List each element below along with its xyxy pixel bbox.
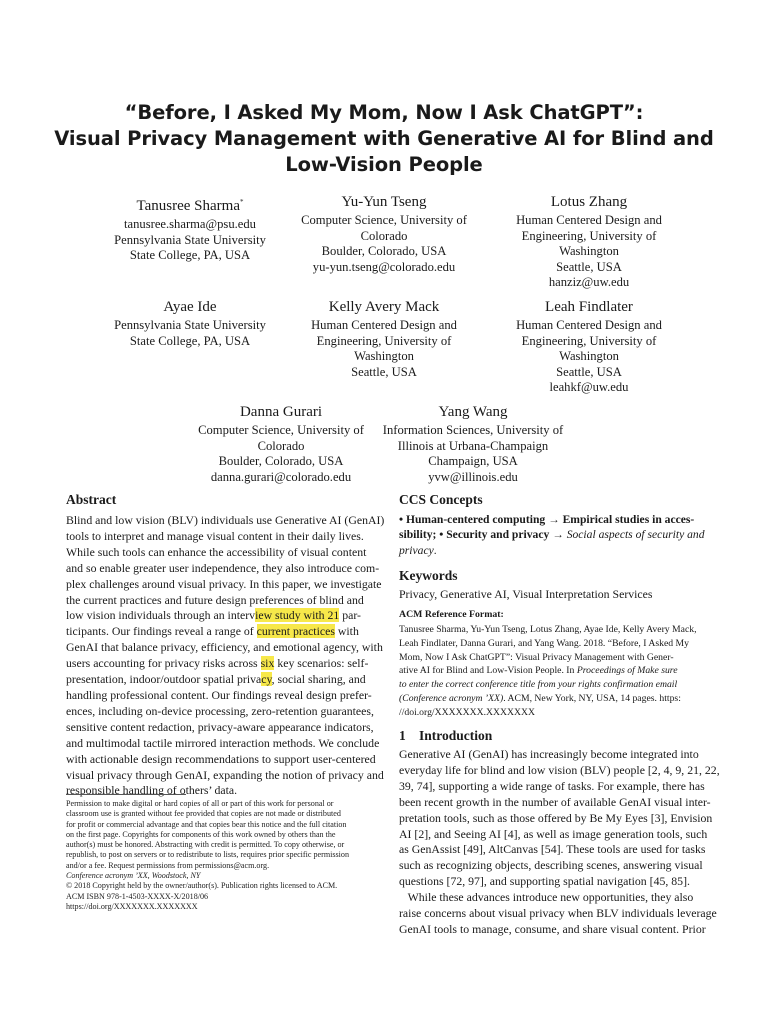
reference-doi[interactable]: //doi.org/XXXXXXX.XXXXXXX bbox=[399, 706, 535, 718]
footnote-line: on the first page. Copyrights for components of this work owned by others than the bbox=[66, 829, 336, 839]
reference-text: (Conference acronym ’XX) bbox=[399, 692, 504, 704]
intro-line: 39, 74], supporting a wide range of tasks. For example, there has bbox=[399, 778, 705, 793]
copyright-footnote bbox=[66, 799, 370, 912]
abstract-heading: Abstract bbox=[66, 492, 117, 507]
intro-line: as GenAssist [49], AltCanvas [54]. These tools are used for tasks bbox=[399, 842, 706, 857]
abstract-text: presentation, indoor/outdoor spatial priva bbox=[66, 672, 262, 687]
reference-format-body bbox=[399, 623, 703, 720]
ccs-text: Social aspects of security and bbox=[566, 528, 705, 542]
abstract-line: sensitive content redaction, privacy-aware appearance indicators, bbox=[66, 719, 374, 734]
abstract-text: low vision individuals through an interv bbox=[66, 608, 256, 623]
title-line-1: “Before, I Asked My Mom, Now I Ask ChatGPT”: bbox=[124, 101, 644, 124]
author-affiliation: Engineering, University of bbox=[521, 228, 657, 243]
title-line-2: Visual Privacy Management with Generative AI for Blind and bbox=[54, 127, 714, 150]
abstract-text: key scenarios: self- bbox=[274, 656, 369, 671]
abstract-line: tools to interpret and manage visual content in their daily lives. bbox=[66, 528, 364, 543]
author-name: Yu-Yun Tseng bbox=[341, 194, 427, 210]
intro-line: AI [2], and Seeing AI [4], as well as image generation tools, such bbox=[399, 826, 708, 841]
abstract-line: Blind and low vision (BLV) individuals use Generative AI (GenAI) bbox=[66, 513, 385, 527]
author-block bbox=[269, 192, 499, 275]
footnote-line: Permission to make digital or hard copies of all or part of this work for personal or bbox=[66, 799, 334, 808]
abstract-line: visual privacy through GenAI, expanding the notion of privacy and bbox=[66, 767, 384, 782]
author-location: State College, PA, USA bbox=[129, 333, 251, 348]
author-block bbox=[474, 297, 704, 396]
abstract-line bbox=[66, 624, 370, 640]
author-location: Champaign, USA bbox=[428, 454, 518, 469]
ccs-text: sibility bbox=[399, 528, 433, 542]
ccs-body bbox=[399, 512, 703, 558]
keywords-heading: Keywords bbox=[399, 568, 458, 583]
author-location: Seattle, USA bbox=[351, 364, 417, 379]
author-affiliation: Engineering, University of bbox=[521, 333, 657, 348]
author-affiliation: Illinois at Urbana-Champaign bbox=[397, 438, 549, 453]
author-affiliation: Computer Science, University of bbox=[198, 423, 364, 437]
reference-text: . ACM, New York, NY, USA, 14 pages. https: bbox=[503, 692, 681, 704]
highlight-mark: current practices bbox=[256, 624, 335, 639]
author-email: leahkf@uw.edu bbox=[549, 380, 629, 395]
ccs-text: . bbox=[433, 543, 437, 557]
reference-line bbox=[399, 692, 703, 706]
author-email: hanziz@uw.edu bbox=[548, 275, 630, 290]
author-block bbox=[474, 192, 704, 291]
author-email: yvw@illinois.edu bbox=[428, 469, 518, 484]
author-affiliation: Colorado bbox=[257, 438, 305, 453]
author-location: State College, PA, USA bbox=[129, 248, 251, 263]
abstract-text: , social sharing, and bbox=[271, 672, 366, 687]
reference-text: ative AI for Blind and Low-Vision People. In bbox=[399, 665, 577, 677]
intro-line: GenAI tools to manage, consume, and share visual content. Prior bbox=[399, 921, 706, 936]
abstract-line: with actionable design recommendations to support user-centered bbox=[66, 751, 376, 766]
section-number: 1 bbox=[399, 728, 406, 743]
intro-line: While these advances introduce new opportunities, they also bbox=[399, 890, 694, 905]
footnote-conference: Conference acronym ’XX, Woodstock, NY bbox=[66, 871, 201, 881]
author-affiliation: Pennsylvania State University bbox=[114, 318, 266, 332]
abstract-line: responsible handling of others’ data. bbox=[66, 783, 238, 798]
ccs-text: → bbox=[549, 528, 567, 542]
abstract-text: par- bbox=[339, 608, 361, 623]
introduction-heading bbox=[399, 728, 492, 744]
abstract-line bbox=[66, 608, 370, 624]
abstract-line: GenAI that balance privacy, efficiency, and emotional agency, with bbox=[66, 640, 383, 655]
author-location: Seattle, USA bbox=[556, 259, 622, 274]
author-affiliation: Information Sciences, University of bbox=[382, 423, 564, 437]
author-name: Ayae Ide bbox=[163, 299, 217, 315]
author-block bbox=[358, 402, 588, 485]
highlight-mark: six bbox=[260, 656, 275, 671]
reference-line: Mom, Now I Ask ChatGPT”: Visual Privacy Management with Gener- bbox=[399, 651, 674, 663]
abstract-line: plex challenges around visual privacy. In this paper, we investigate bbox=[66, 576, 382, 591]
ccs-text: Security and privacy bbox=[446, 528, 550, 542]
ccs-line bbox=[399, 543, 703, 558]
author-affiliation: Human Centered Design and bbox=[516, 213, 662, 227]
abstract-line bbox=[66, 656, 370, 672]
highlight-mark: cy bbox=[261, 672, 272, 687]
abstract-line bbox=[66, 672, 370, 688]
abstract-line: and multimodal tactile mirrored interaction methods. We conclude bbox=[66, 735, 380, 750]
author-name: Kelly Avery Mack bbox=[328, 299, 440, 315]
footnote-line: author(s) must be honored. Abstracting with credit is permitted. To copy otherwise, or bbox=[66, 840, 345, 850]
author-name: Leah Findlater bbox=[545, 299, 633, 315]
author-affiliation: Pennsylvania State University bbox=[114, 232, 266, 247]
intro-line: Generative AI (GenAI) has increasingly become integrated into bbox=[399, 747, 699, 761]
author-name: Yang Wang bbox=[438, 404, 508, 420]
keywords-text: Privacy, Generative AI, Visual Interpretation Services bbox=[399, 587, 653, 601]
abstract-line: ences, including on-device processing, zero-retention guarantees, bbox=[66, 703, 374, 718]
author-affiliation: Washington bbox=[559, 349, 619, 364]
author-email: danna.gurari@colorado.edu bbox=[210, 469, 352, 484]
footnote-line: classroom use is granted without fee provided that copies are not made or distributed bbox=[66, 809, 341, 819]
reference-format-heading: ACM Reference Format: bbox=[399, 609, 504, 620]
author-affiliation: Human Centered Design and bbox=[516, 318, 662, 332]
ccs-text: ; • bbox=[432, 528, 447, 542]
reference-line bbox=[399, 664, 703, 678]
ccs-line: • Human-centered computing → Empirical studies in acces- bbox=[399, 513, 695, 526]
footnote-copyright: © 2018 Copyright held by the owner/author(s). Publication rights licensed to ACM. bbox=[66, 881, 338, 891]
intro-line: everyday life for blind and low vision (BLV) people [2, 4, 9, 21, 22, bbox=[399, 762, 720, 777]
abstract-line: the current practices and future design preferences of blind and bbox=[66, 592, 364, 607]
intro-line: been recent growth in the number of available GenAI visual inter- bbox=[399, 794, 711, 809]
author-mark: * bbox=[240, 198, 244, 206]
reference-line: Tanusree Sharma, Yu-Yun Tseng, Lotus Zhang, Ayae Ide, Kelly Avery Mack, bbox=[399, 624, 697, 635]
intro-line: such as recognizing objects, describing scenes, answering visual bbox=[399, 858, 703, 873]
author-email: tanusree.sharma@psu.edu bbox=[124, 217, 256, 231]
abstract-body bbox=[66, 513, 385, 799]
author-email: yu-yun.tseng@colorado.edu bbox=[312, 259, 456, 274]
author-name: Lotus Zhang bbox=[550, 194, 628, 210]
author-name: Danna Gurari bbox=[239, 404, 323, 420]
footnote-line: for profit or commercial advantage and that copies bear this notice and the full citation bbox=[66, 819, 347, 829]
intro-line: pretation tools, such as those offered by Be My Eyes [3], Envision bbox=[399, 810, 713, 825]
title-line-3: Low-Vision People bbox=[285, 153, 483, 176]
abstract-line: and so enable greater user independence, they also introduce com- bbox=[66, 560, 380, 575]
reference-line: Leah Findlater, Danna Gurari, and Yang Wang. 2018. “Before, I Asked My bbox=[399, 637, 690, 649]
author-location: Boulder, Colorado, USA bbox=[321, 244, 447, 259]
author-name: Tanusree Sharma bbox=[136, 198, 240, 214]
paper-title bbox=[40, 100, 728, 178]
reference-text: Proceedings of Make sure bbox=[576, 665, 678, 677]
section-title: Introduction bbox=[419, 728, 493, 743]
ccs-text: privacy bbox=[399, 543, 434, 557]
footnote-isbn: ACM ISBN 978-1-4503-XXXX-X/2018/06 bbox=[66, 891, 209, 901]
abstract-text: with bbox=[334, 624, 359, 639]
introduction-body bbox=[399, 747, 720, 938]
abstract-text: ticipants. Our findings reveal a range of bbox=[66, 624, 257, 639]
author-affiliation: Engineering, University of bbox=[316, 333, 452, 348]
abstract-line: handling professional content. Our findings reveal design prefer- bbox=[66, 687, 372, 702]
author-affiliation: Washington bbox=[354, 349, 414, 364]
abstract-line: While such tools can enhance the accessibility of visual content bbox=[66, 544, 367, 559]
abstract-text: users accounting for privacy risks across bbox=[66, 656, 261, 671]
intro-line: questions [72, 97], and supporting spatial navigation [45, 85]. bbox=[399, 874, 690, 889]
author-affiliation: Colorado bbox=[360, 228, 408, 243]
author-location: Boulder, Colorado, USA bbox=[218, 454, 344, 469]
author-block bbox=[269, 297, 499, 380]
highlight-mark: iew study with 21 bbox=[255, 608, 340, 623]
intro-line: raise concerns about visual privacy when BLV individuals leverage bbox=[399, 906, 717, 921]
footnote-doi[interactable]: https://doi.org/XXXXXXX.XXXXXXX bbox=[66, 901, 198, 911]
author-affiliation: Computer Science, University of bbox=[301, 213, 467, 227]
footnote-divider bbox=[66, 794, 186, 795]
footnote-line: and/or a fee. Request permissions from permissions@acm.org. bbox=[66, 860, 270, 870]
footnote-line: republish, to post on servers or to redistribute to lists, requires prior specific permission bbox=[66, 850, 350, 860]
author-location: Seattle, USA bbox=[556, 364, 622, 379]
author-affiliation: Human Centered Design and bbox=[311, 318, 457, 332]
ccs-heading: CCS Concepts bbox=[399, 492, 483, 507]
ccs-line bbox=[399, 527, 703, 542]
author-affiliation: Washington bbox=[559, 244, 619, 259]
reference-line: to enter the correct conference title from your rights confirmation email bbox=[399, 679, 678, 691]
